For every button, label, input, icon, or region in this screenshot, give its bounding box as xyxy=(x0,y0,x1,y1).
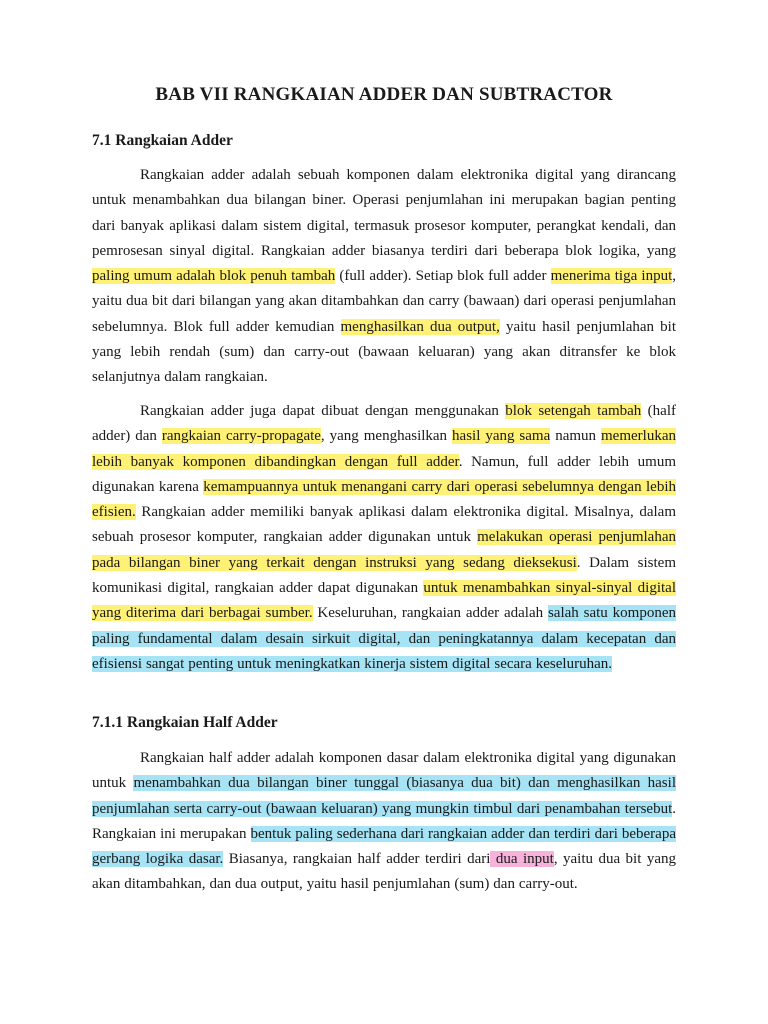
text-run: , yang menghasilkan xyxy=(320,428,453,445)
section-heading-7-1-1: 7.1.1 Rangkaian Half Adder xyxy=(92,714,278,731)
text-run: (half adder) dan xyxy=(92,403,676,445)
highlight-yellow: blok setengah tambah xyxy=(505,403,642,419)
text-run: Rangkaian adder memiliki banyak aplikasi dalam elektronika digital. Misalnya, dalam sebuah prosesor komputer, rangkaian adder digunakan untuk xyxy=(92,504,676,546)
text-run: Rangkaian half adder adalah komponen dasar dalam elektronika digital yang digunakan untuk xyxy=(92,750,676,792)
highlight-yellow: memerlukan lebih banyak komponen dibandingkan dengan full adder xyxy=(92,428,676,470)
highlight-yellow: rangkaian carry-propagate xyxy=(161,428,321,445)
highlight-yellow: hasil yang sama xyxy=(452,428,551,445)
highlight-blue: bentuk paling sederhana dari rangkaian adder dan terdiri dari beberapa gerbang logika dasar. xyxy=(92,825,676,868)
text-run: Biasanya, rangkaian half adder terdiri dari xyxy=(223,851,491,868)
paragraph-adder-variants xyxy=(92,399,676,677)
highlight-yellow: untuk menambahkan sinyal-sinyal digital yang diterima dari berbagai sumber. xyxy=(92,580,677,622)
paragraph-adder-intro xyxy=(92,163,676,391)
text-run: Rangkaian adder juga dapat dibuat dengan menggunakan xyxy=(140,403,506,419)
highlight-pink: dua input xyxy=(490,851,554,868)
highlight-blue: menambahkan dua bilangan biner tunggal (biasanya dua bit) dan menghasilkan hasil penjumlahan serta carry-out (bawaan keluaran) yang mungkin timbul dari penambahan tersebut xyxy=(92,775,676,817)
text-run: , yaitu dua bit yang akan ditambahkan, dan dua output, yaitu hasil penjumlahan (sum) dan carry-out. xyxy=(92,851,676,893)
highlight-yellow: menghasilkan dua output, xyxy=(340,318,500,335)
highlight-yellow: melakukan operasi penjumlahan pada bilangan biner yang terkait dengan instruksi yang sedang dieksekusi xyxy=(92,529,676,571)
paragraph-half-adder xyxy=(92,746,676,898)
text-run: (full adder). Setiap blok full adder xyxy=(335,268,551,285)
highlight-yellow: paling umum adalah blok penuh tambah xyxy=(92,268,336,285)
document-title: BAB VII RANGKAIAN ADDER DAN SUBTRACTOR xyxy=(155,84,613,105)
text-run: , yaitu dua bit dari bilangan yang akan ditambahkan dan carry (bawaan) dari operasi penjumlahan sebelumnya. Blok full adder kemudian xyxy=(92,268,676,335)
text-run: Keseluruhan, rangkaian adder adalah xyxy=(312,605,548,622)
text-run: Rangkaian adder adalah sebuah komponen dalam elektronika digital yang dirancang untuk menambahkan dua bilangan biner. Operasi penjumlahan ini merupakan bagian penting dari banyak aplikasi dalam sistem digital, termasuk prosesor komputer, perangkat kendali, dan pemrosesan sinyal digital. Rangkaian adder biasanya terdiri dari beberapa blok logika, yang xyxy=(92,167,676,259)
highlight-blue: salah satu komponen paling fundamental dalam desain sirkuit digital, dan peningkatannya dalam kecepatan dan efisiensi sangat penting untuk meningkatkan kinerja sistem digital secara keseluruhan. xyxy=(92,605,676,672)
highlight-yellow: menerima tiga input xyxy=(550,268,673,285)
text-run: . Namun, full adder lebih umum digunakan karena xyxy=(92,453,676,495)
highlight-yellow: kemampuannya untuk menangani carry dari operasi sebelumnya dengan lebih efisien. xyxy=(92,478,676,521)
text-run: . Rangkaian ini merupakan xyxy=(92,800,676,842)
text-run: . Dalam sistem komunikasi digital, rangkaian adder dapat digunakan xyxy=(92,554,676,597)
section-heading-7-1: 7.1 Rangkaian Adder xyxy=(92,132,233,149)
text-run: namun xyxy=(550,428,602,445)
text-run: yaitu hasil penjumlahan bit yang lebih rendah (sum) dan carry-out (bawaan keluaran) yang akan ditransfer ke blok selanjutnya dalam rangkaian. xyxy=(92,318,676,386)
